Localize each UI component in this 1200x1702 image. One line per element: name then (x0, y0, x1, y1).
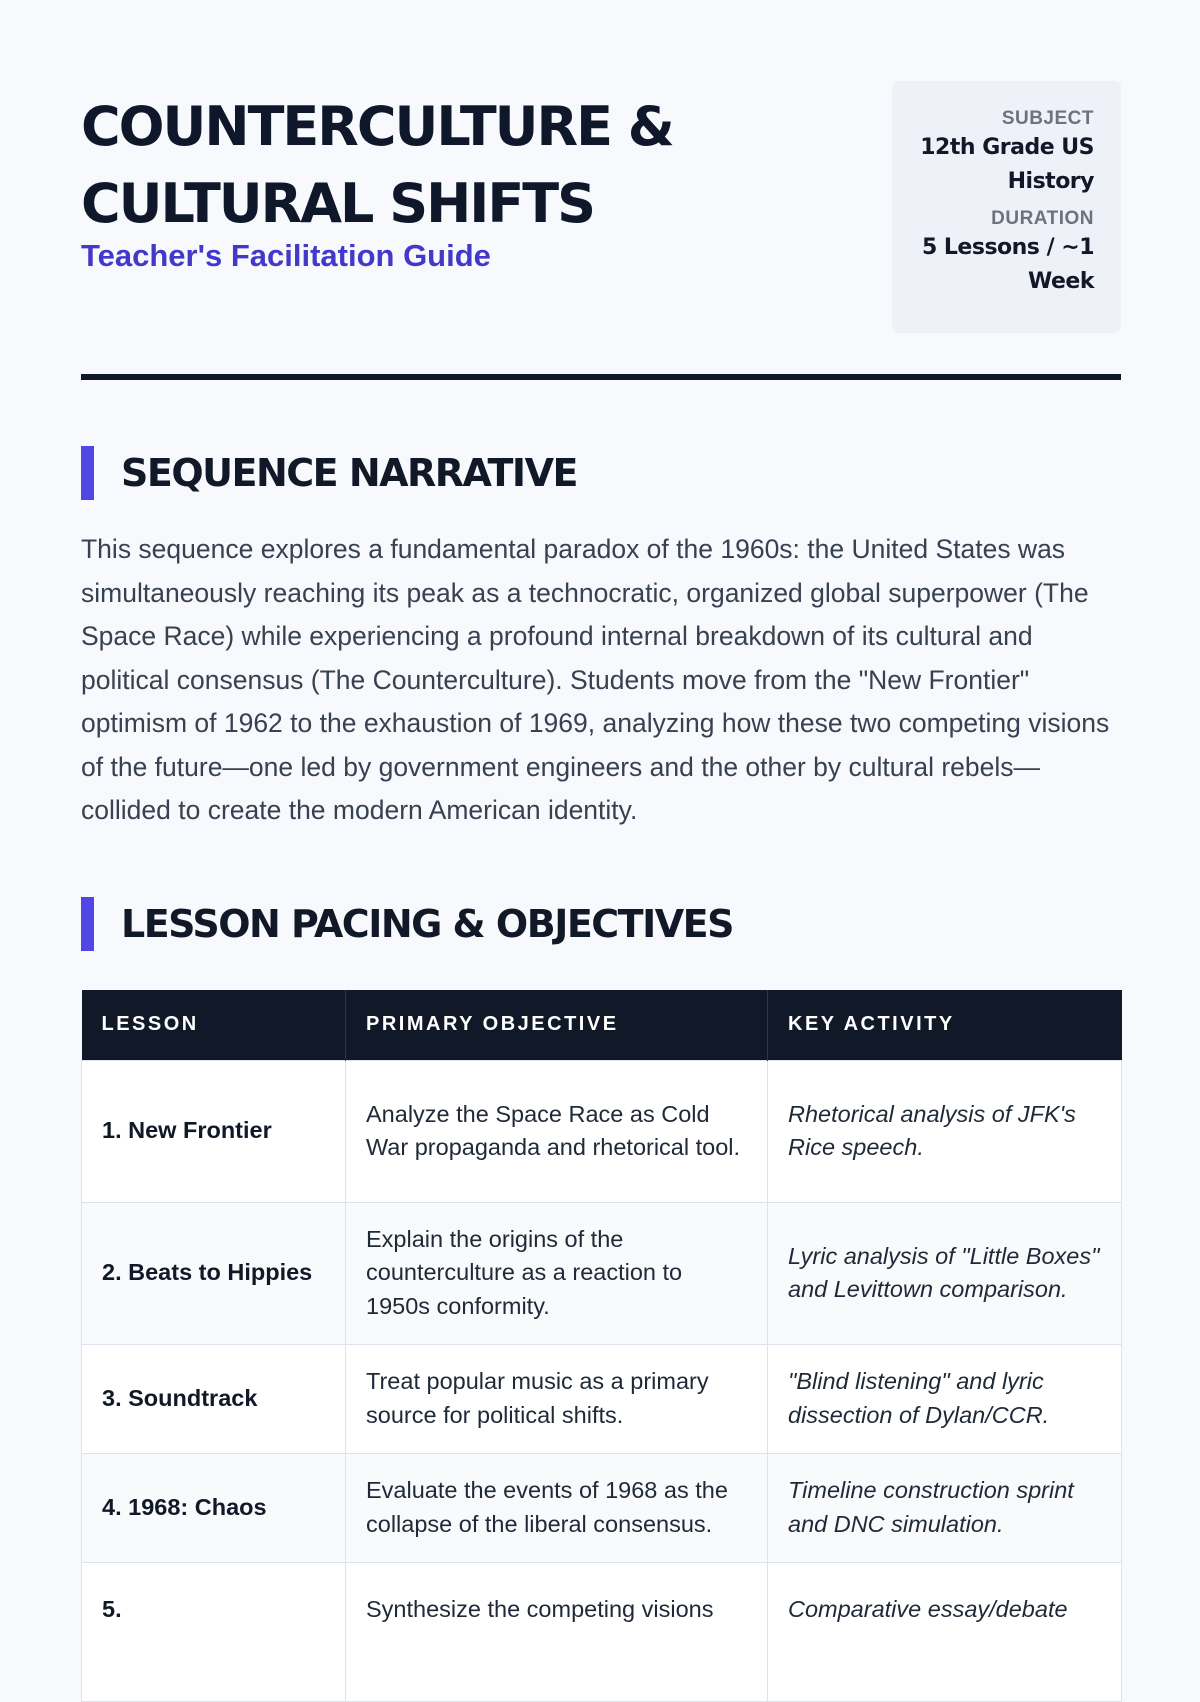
table-header-row (82, 990, 1122, 1060)
activity-cell: Lyric analysis of "Little Boxes" and Levittown comparison. (768, 1202, 1122, 1344)
lesson-cell: 1. New Frontier (82, 1060, 346, 1202)
narrative-title: SEQUENCE NARRATIVE (121, 451, 577, 495)
section-accent-bar (81, 897, 94, 951)
narrative-text: This sequence explores a fundamental paradox of the 1960s: the United States was simultaneously reaching its peak as a technocratic, organized global superpower (The Space Race) while experiencing a profound internal breakdown of its cultural and political consensus (The Counterculture). Students move from the "New Frontier" optimism of 1962 to the exhaustion of 1969, analyzing how these two competing visions of the future—one led by government engineers and the other by cultural rebels—collided to create the modern American identity. (81, 534, 1110, 825)
table-row (82, 1202, 1122, 1344)
subject-value: 12th Grade US History (920, 135, 1094, 194)
table-row (82, 1344, 1122, 1453)
lesson-cell: 4. 1968: Chaos (82, 1453, 346, 1562)
duration-value: 5 Lessons / ~1 Week (921, 235, 1094, 294)
table-row (82, 1562, 1122, 1701)
activity-cell: Timeline construction sprint and DNC simulation. (768, 1453, 1122, 1562)
objective-cell: Synthesize the competing visions (346, 1562, 768, 1701)
lesson-pacing-table (81, 990, 1122, 1702)
page-header (81, 0, 1121, 382)
pacing-heading (81, 897, 733, 951)
activity-cell: "Blind listening" and lyric dissection of Dylan/CCR. (768, 1344, 1122, 1453)
column-header-activity: KEY ACTIVITY (768, 990, 1122, 1060)
title-block (81, 88, 841, 276)
objective-cell: Treat popular music as a primary source for political shifts. (346, 1344, 768, 1453)
subject-label: SUBJECT (1001, 108, 1094, 129)
lesson-cell: 2. Beats to Hippies (82, 1202, 346, 1344)
lesson-cell: 3. Soundtrack (82, 1344, 346, 1453)
guide-page (81, 0, 1121, 1622)
column-header-objective: PRIMARY OBJECTIVE (346, 990, 768, 1060)
objective-cell: Evaluate the events of 1968 as the collapse of the liberal consensus. (346, 1453, 768, 1562)
activity-cell: Comparative essay/debate (768, 1562, 1122, 1701)
lesson-cell: 5. (82, 1562, 346, 1701)
column-header-lesson: LESSON (82, 990, 346, 1060)
pacing-title: LESSON PACING & OBJECTIVES (121, 902, 733, 946)
narrative-heading (81, 446, 577, 500)
table-row (82, 1060, 1122, 1202)
table-row (82, 1453, 1122, 1562)
page-title (81, 88, 841, 242)
activity-cell: Rhetorical analysis of JFK's Rice speech. (768, 1060, 1122, 1202)
header-divider (81, 374, 1121, 380)
meta-card (892, 81, 1121, 333)
objective-cell: Explain the origins of the counterculture as a reaction to 1950s conformity. (346, 1202, 768, 1344)
objective-cell: Analyze the Space Race as Cold War propaganda and rhetorical tool. (346, 1060, 768, 1202)
title-line-2: CULTURAL SHIFTS (81, 172, 595, 235)
duration-label: DURATION (991, 208, 1094, 229)
section-accent-bar (81, 446, 94, 500)
page-subtitle: Teacher's Facilitation Guide (81, 238, 491, 273)
title-line-1: COUNTERCULTURE & (81, 95, 673, 158)
